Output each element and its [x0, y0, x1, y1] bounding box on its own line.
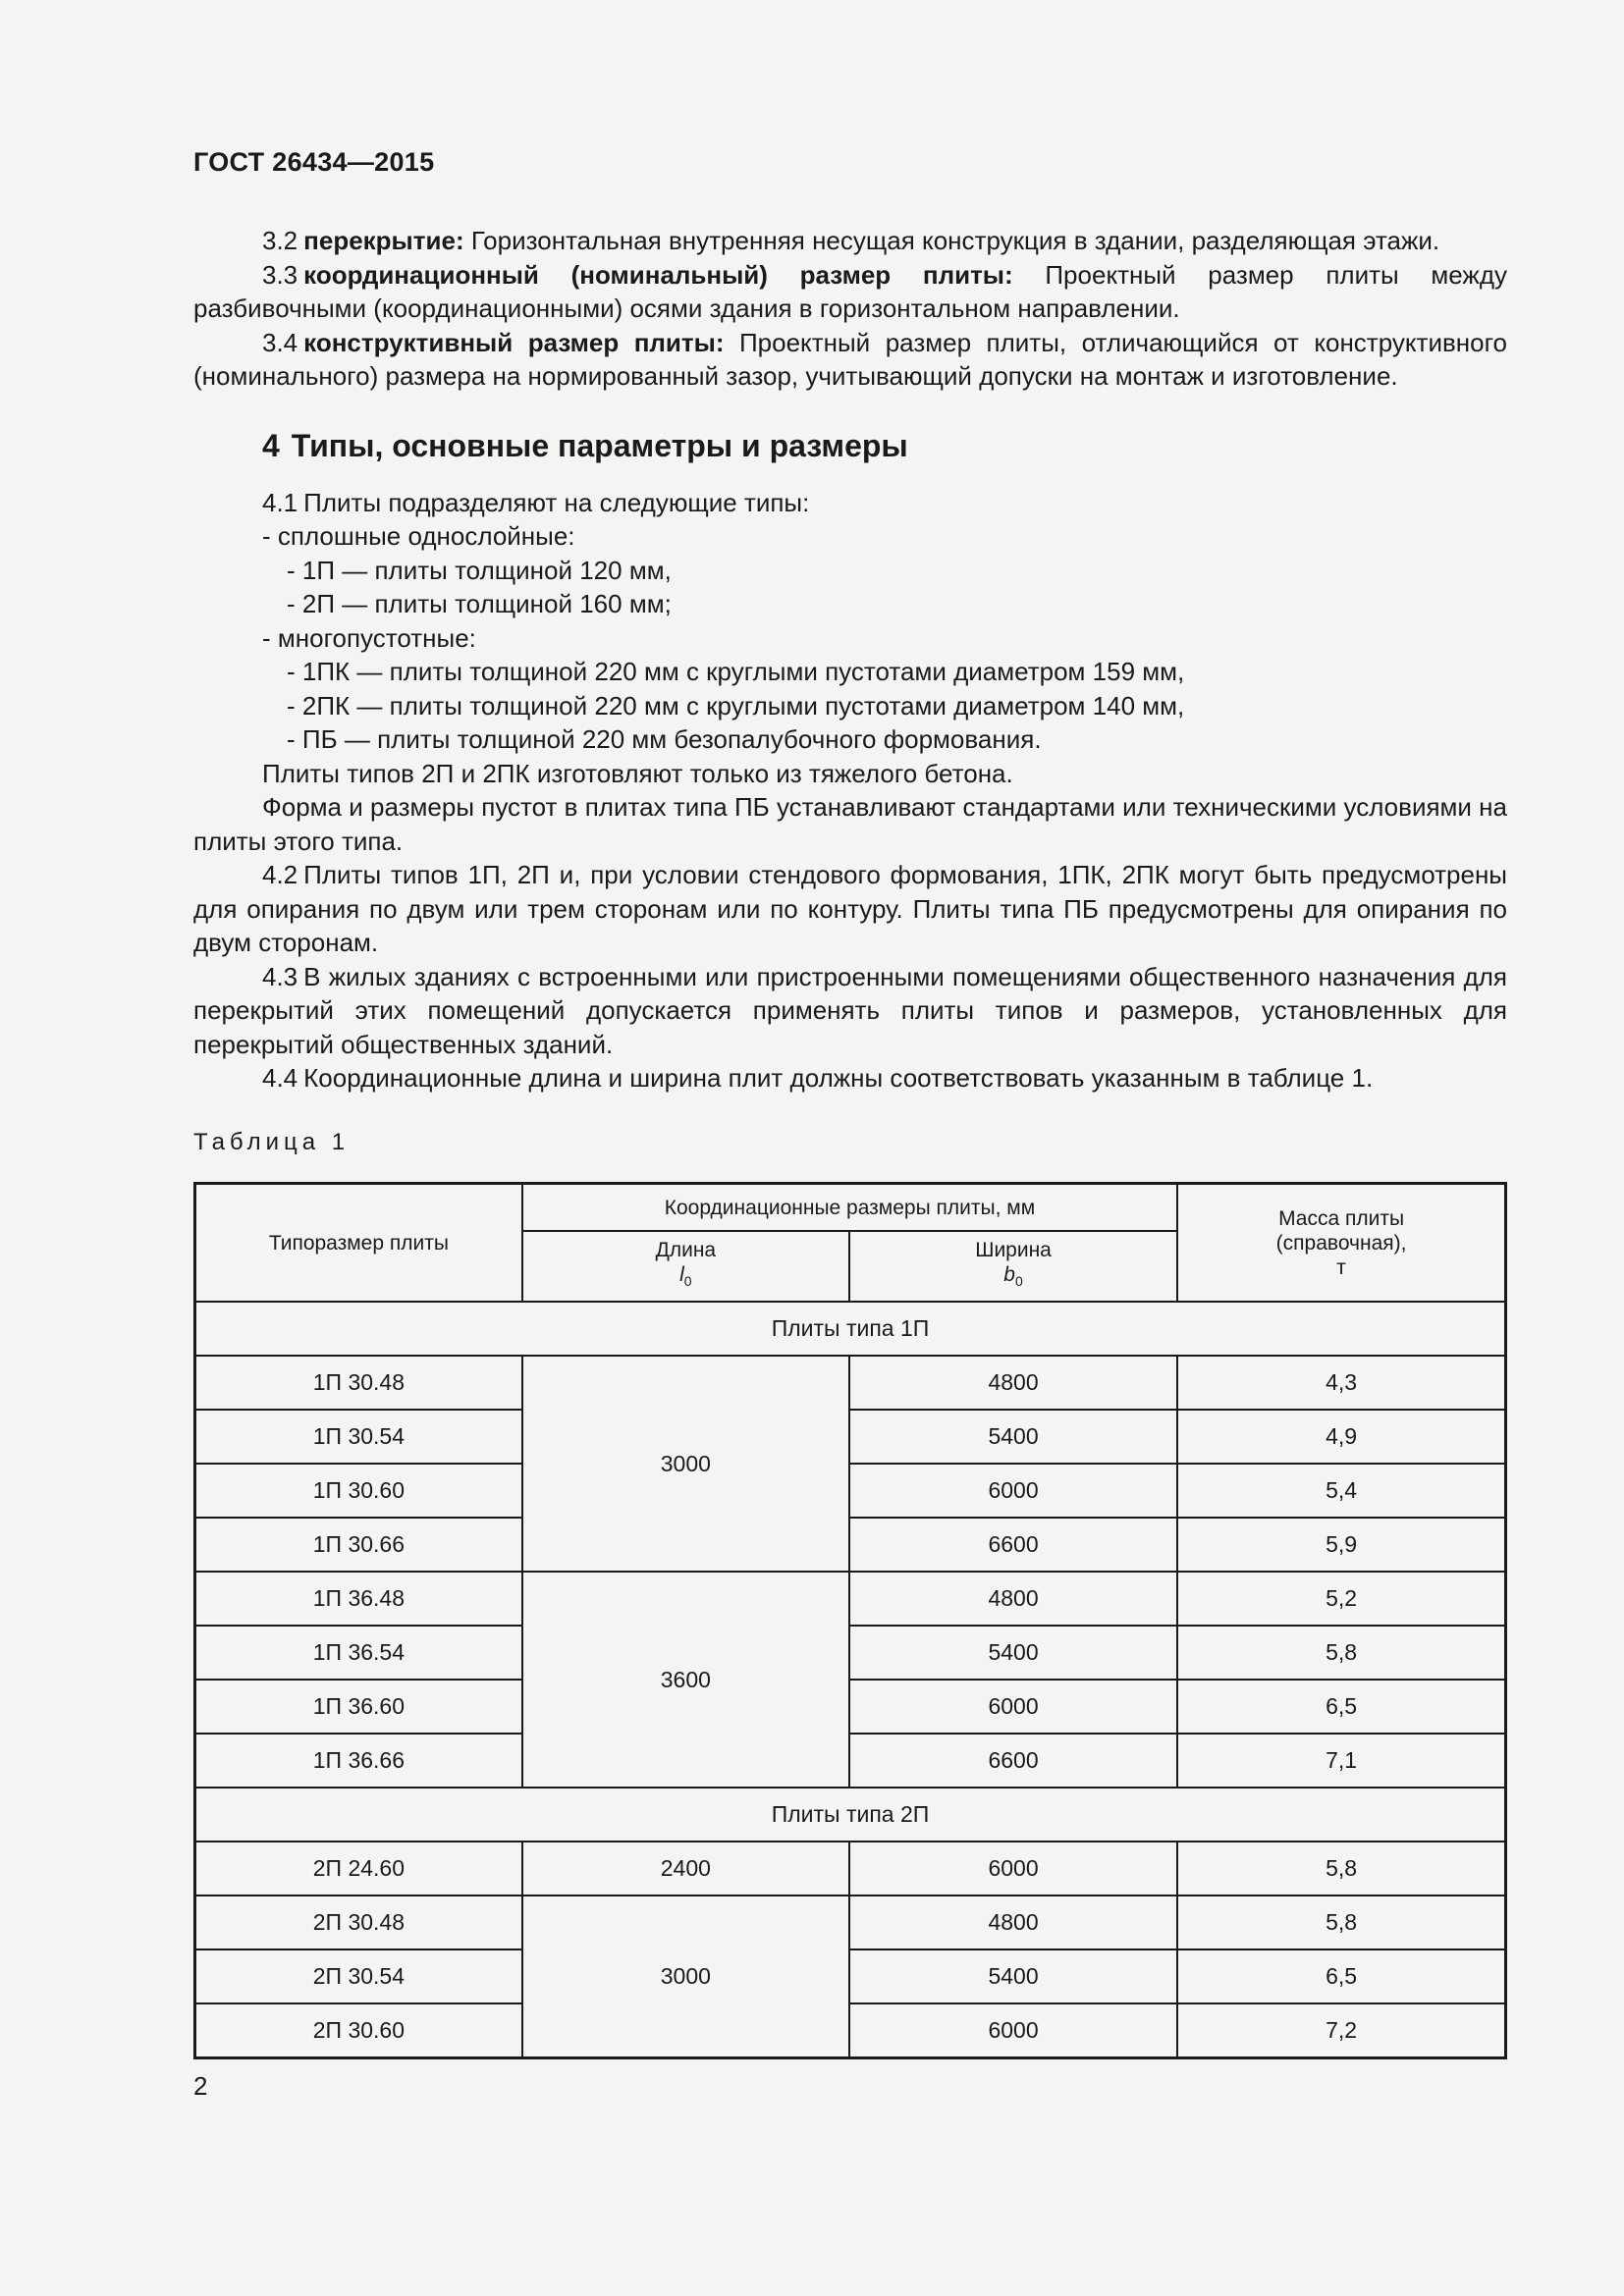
table-group-1p: Плиты типа 1П	[195, 1302, 1506, 1356]
cell-type: 1П 36.54	[195, 1626, 522, 1680]
term: координационный (номинальный) размер плиты:	[303, 259, 1013, 290]
cell-width: 6000	[849, 2003, 1177, 2058]
header-length-subscript: 0	[683, 1273, 692, 1290]
header-mass-line-1: Масса плиты	[1278, 1206, 1405, 1230]
cell-mass: 5,2	[1177, 1572, 1505, 1626]
cell-width: 4800	[849, 1356, 1177, 1410]
cell-type: 1П 36.48	[195, 1572, 522, 1626]
cell-width: 6000	[849, 1464, 1177, 1518]
cell-type: 1П 36.66	[195, 1734, 522, 1788]
cell-length: 2400	[522, 1842, 849, 1896]
page-number: 2	[193, 2071, 208, 2101]
clause-text: Плиты подразделяют на следующие типы:	[303, 487, 810, 517]
table-row	[195, 1572, 1506, 1626]
header-length	[522, 1231, 849, 1302]
header-mass-line-3: т	[1336, 1255, 1346, 1279]
header-mass	[1177, 1184, 1505, 1303]
cell-length: 3000	[522, 1356, 849, 1572]
paragraph-voids: Форма и размеры пустот в плитах типа ПБ устанавливают стандартами или техническими условиями на плиты этого типа.	[193, 792, 1507, 856]
cell-mass: 5,8	[1177, 1626, 1505, 1680]
header-coord: Координационные размеры плиты, мм	[522, 1184, 1177, 1232]
cell-width: 6600	[849, 1518, 1177, 1572]
term: конструктивный размер плиты:	[303, 327, 725, 357]
list-item-1pk: - 1ПК — плиты толщиной 220 мм с круглыми пустотами диаметром 159 мм,	[287, 657, 1185, 686]
document-body	[193, 224, 1507, 1159]
cell-width: 6000	[849, 1842, 1177, 1896]
definition-text: Горизонтальная внутренняя несущая конструкция в здании, разделяющая этажи.	[463, 226, 1440, 255]
cell-type: 2П 24.60	[195, 1842, 522, 1896]
cell-width: 4800	[849, 1572, 1177, 1626]
header-mass-line-2: (справочная),	[1275, 1231, 1407, 1255]
header-length-symbol: l	[679, 1263, 684, 1287]
cell-mass: 4,9	[1177, 1410, 1505, 1464]
clause-4-4	[193, 1061, 1507, 1095]
cell-type: 1П 30.66	[195, 1518, 522, 1572]
list-item-2pk: - 2ПК — плиты толщиной 220 мм с круглыми пустотами диаметром 140 мм,	[287, 690, 1185, 721]
clause-4-3	[193, 960, 1507, 1062]
definition-3-2	[193, 224, 1507, 258]
clause-4-1	[193, 486, 1507, 520]
header-width	[849, 1231, 1177, 1302]
clause-text: Плиты типов 1П, 2П и, при условии стендового формования, 1ПК, 2ПК могут быть предусмотрены для опирания по двум или трем сторонам или по контуру. Плиты типа ПБ предусмотрены для опирания по двум сторонам.	[193, 860, 1507, 957]
cell-mass: 7,1	[1177, 1734, 1505, 1788]
cell-mass: 5,9	[1177, 1518, 1505, 1572]
table-row	[195, 1949, 1506, 2003]
clause-number: 4.4	[262, 1063, 298, 1093]
cell-type: 2П 30.54	[195, 1949, 522, 2003]
table-group-2p: Плиты типа 2П	[195, 1788, 1506, 1842]
list-item-2p: - 2П — плиты толщиной 160 мм;	[287, 589, 672, 618]
dimensions-table	[193, 1182, 1507, 2059]
table-row	[195, 2003, 1506, 2058]
definition-3-4	[193, 326, 1507, 394]
paragraph-heavy-concrete: Плиты типов 2П и 2ПК изготовляют только из тяжелого бетона.	[262, 758, 1013, 788]
clause-number: 4.1	[262, 487, 298, 517]
clause-4-2	[193, 858, 1507, 960]
header-type: Типоразмер плиты	[195, 1184, 522, 1303]
cell-mass: 4,3	[1177, 1356, 1505, 1410]
cell-mass: 6,5	[1177, 1949, 1505, 2003]
table-row	[195, 1518, 1506, 1572]
cell-type: 2П 30.60	[195, 2003, 522, 2058]
header-width-symbol: b	[1003, 1263, 1015, 1287]
table-row	[195, 1356, 1506, 1410]
cell-type: 1П 30.60	[195, 1464, 522, 1518]
clause-number: 3.2	[262, 226, 298, 255]
table-caption: Таблица 1	[193, 1128, 351, 1155]
cell-type: 2П 30.48	[195, 1896, 522, 1949]
cell-length: 3600	[522, 1572, 849, 1788]
table-row	[195, 1680, 1506, 1734]
list-item-solid: - сплошные однослойные:	[262, 521, 575, 551]
cell-type: 1П 30.54	[195, 1410, 522, 1464]
cell-type: 1П 30.48	[195, 1356, 522, 1410]
clause-text: Координационные длина и ширина плит должны соответствовать указанным в таблице 1.	[303, 1063, 1374, 1093]
clause-number: 4.2	[262, 860, 298, 889]
clause-text: В жилых зданиях с встроенными или пристроенными помещениями общественного назначения для перекрытий этих помещений допускается применять плиты типов и размеров, установленных для перекрытий общественных зданий.	[193, 961, 1507, 1059]
term: перекрытие:	[303, 226, 464, 255]
table-row	[195, 1410, 1506, 1464]
definition-text: Проектный размер плиты между разбивочными (координационными) осями здания в горизонтальном направлении.	[193, 259, 1507, 323]
table-row	[195, 1464, 1506, 1518]
cell-width: 4800	[849, 1896, 1177, 1949]
cell-width: 6000	[849, 1680, 1177, 1734]
clause-number: 3.3	[262, 259, 298, 290]
clause-number: 3.4	[262, 327, 298, 357]
table-row	[195, 1734, 1506, 1788]
cell-mass: 7,2	[1177, 2003, 1505, 2058]
list-item-hollow: - многопустотные:	[262, 622, 476, 653]
cell-type: 1П 36.60	[195, 1680, 522, 1734]
section-heading	[262, 426, 1507, 465]
cell-width: 5400	[849, 1410, 1177, 1464]
header-width-subscript: 0	[1014, 1273, 1023, 1290]
cell-width: 5400	[849, 1949, 1177, 2003]
table-row	[195, 1842, 1506, 1896]
table-row	[195, 1626, 1506, 1680]
cell-mass: 5,4	[1177, 1464, 1505, 1518]
definition-3-3	[193, 258, 1507, 326]
definition-text: Проектный размер плиты, отличающийся от конструктивного (номинального) размера на нормированный зазор, учитывающий допуски на монтаж и изготовление.	[193, 327, 1507, 391]
table-row	[195, 1896, 1506, 1949]
cell-width: 6600	[849, 1734, 1177, 1788]
cell-length: 3000	[522, 1896, 849, 2058]
cell-mass: 5,8	[1177, 1896, 1505, 1949]
clause-number: 4.3	[262, 961, 298, 991]
section-title: Типы, основные параметры и размеры	[291, 427, 908, 463]
cell-mass: 6,5	[1177, 1680, 1505, 1734]
document-header: ГОСТ 26434—2015	[193, 147, 435, 177]
cell-mass: 5,8	[1177, 1842, 1505, 1896]
list-item-pb: - ПБ — плиты толщиной 220 мм безопалубочного формования.	[287, 724, 1042, 754]
header-length-label: Длина	[655, 1239, 717, 1262]
header-width-label: Ширина	[975, 1239, 1052, 1262]
list-item-1p: - 1П — плиты толщиной 120 мм,	[287, 555, 672, 585]
section-number: 4	[262, 427, 280, 463]
cell-width: 5400	[849, 1626, 1177, 1680]
